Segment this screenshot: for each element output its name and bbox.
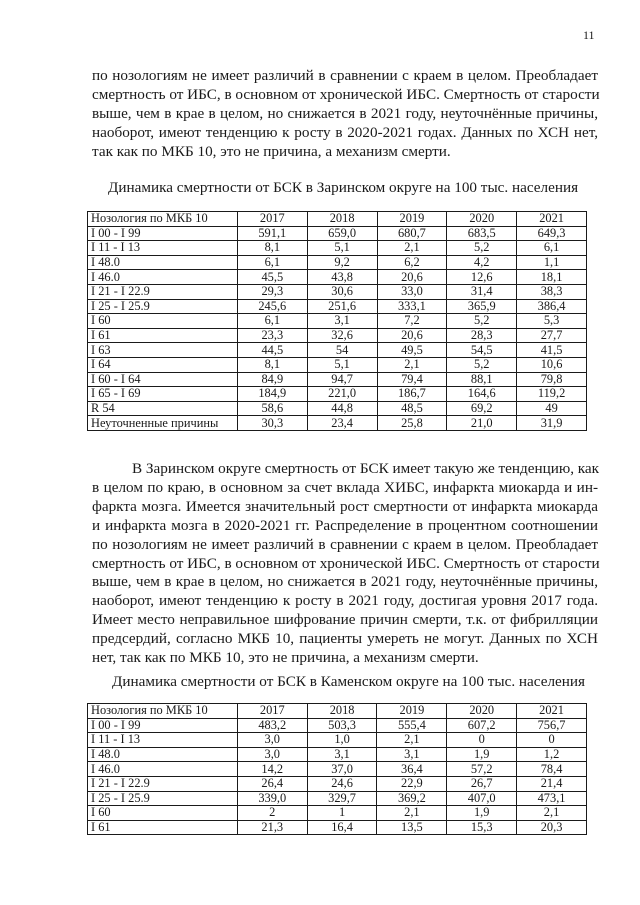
table-row xyxy=(88,791,587,806)
value-cell: 1,1 xyxy=(517,255,587,270)
table-kamensky xyxy=(87,703,587,835)
value-cell: 329,7 xyxy=(307,791,377,806)
value-cell: 7,2 xyxy=(377,314,447,329)
table-zarinsky xyxy=(87,211,587,431)
text-line: в целом по краю, в основном за счет вклада ХИБС, инфаркта миокарда и ин- xyxy=(92,478,598,496)
value-cell: 9,2 xyxy=(307,255,377,270)
value-cell: 1,0 xyxy=(307,733,377,748)
value-cell: 79,4 xyxy=(377,372,447,387)
value-cell: 483,2 xyxy=(237,718,307,733)
value-cell: 680,7 xyxy=(377,226,447,241)
value-cell: 30,3 xyxy=(237,416,307,431)
table-row xyxy=(88,343,587,358)
table-row xyxy=(88,387,587,402)
paragraph-middle xyxy=(92,460,598,668)
value-cell: 10,6 xyxy=(517,357,587,372)
value-cell: 88,1 xyxy=(447,372,517,387)
table-row xyxy=(88,762,587,777)
table-row xyxy=(88,372,587,387)
text-line: так как по МКБ 10, это не причина, а механизм смерти. xyxy=(92,142,451,160)
table-row xyxy=(88,776,587,791)
text-line: смертность от ИБС, в основном от хронической ИБС. Смертность от старости xyxy=(92,554,600,572)
table-row xyxy=(88,226,587,241)
column-header-year: 2017 xyxy=(237,704,307,719)
value-cell: 26,4 xyxy=(237,776,307,791)
value-cell: 369,2 xyxy=(377,791,447,806)
value-cell: 33,0 xyxy=(377,284,447,299)
value-cell: 5,2 xyxy=(447,241,517,256)
table-row xyxy=(88,299,587,314)
value-cell: 36,4 xyxy=(377,762,447,777)
row-label-cell: I 00 - I 99 xyxy=(88,226,238,241)
value-cell: 1 xyxy=(307,806,377,821)
value-cell: 0 xyxy=(447,733,517,748)
value-cell: 31,4 xyxy=(447,284,517,299)
value-cell: 21,4 xyxy=(517,776,587,791)
row-label-cell: I 64 xyxy=(88,357,238,372)
value-cell: 503,3 xyxy=(307,718,377,733)
value-cell: 4,2 xyxy=(447,255,517,270)
value-cell: 16,4 xyxy=(307,820,377,835)
row-label-cell: I 61 xyxy=(88,820,238,835)
table-row xyxy=(88,328,587,343)
column-header-year: 2021 xyxy=(517,704,587,719)
value-cell: 649,3 xyxy=(517,226,587,241)
text-line: наоборот, имеют тенденцию к росту в 2021 году, достигая уровня 2017 года. xyxy=(92,592,598,610)
value-cell: 20,6 xyxy=(377,328,447,343)
row-label-cell: Неуточненные причины xyxy=(88,416,238,431)
value-cell: 5,1 xyxy=(307,357,377,372)
value-cell: 1,9 xyxy=(447,747,517,762)
table2-caption: Динамика смертности от БСК в Каменском округе на 100 тыс. населения xyxy=(112,673,586,690)
value-cell: 6,1 xyxy=(237,255,307,270)
value-cell: 607,2 xyxy=(447,718,517,733)
column-header-year: 2021 xyxy=(517,212,587,227)
value-cell: 1,2 xyxy=(517,747,587,762)
value-cell: 48,5 xyxy=(377,401,447,416)
column-header-year: 2019 xyxy=(377,212,447,227)
text-line: смертность от ИБС, в основном от хронической ИБС. Смертность от старости xyxy=(92,85,600,103)
text-line: по нозологиям не имеет различий в сравнении с краем в целом. Преобладает xyxy=(92,535,598,553)
value-cell: 54,5 xyxy=(447,343,517,358)
value-cell: 0 xyxy=(517,733,587,748)
value-cell: 94,7 xyxy=(307,372,377,387)
value-cell: 2,1 xyxy=(377,357,447,372)
value-cell: 12,6 xyxy=(447,270,517,285)
value-cell: 6,1 xyxy=(517,241,587,256)
value-cell: 38,3 xyxy=(517,284,587,299)
value-cell: 20,6 xyxy=(377,270,447,285)
table-row xyxy=(88,401,587,416)
row-label-cell: I 21 - I 22.9 xyxy=(88,284,238,299)
table-row xyxy=(88,270,587,285)
value-cell: 41,5 xyxy=(517,343,587,358)
text-line: выше, чем в крае в целом, но снижается в 2021 году, неуточнённые причины, xyxy=(92,104,598,122)
value-cell: 8,1 xyxy=(237,357,307,372)
column-header-year: 2019 xyxy=(377,704,447,719)
value-cell: 22,9 xyxy=(377,776,447,791)
column-header-year: 2017 xyxy=(237,212,307,227)
value-cell: 27,7 xyxy=(517,328,587,343)
value-cell: 333,1 xyxy=(377,299,447,314)
value-cell: 13,5 xyxy=(377,820,447,835)
value-cell: 119,2 xyxy=(517,387,587,402)
text-line: выше, чем в крае в целом, но снижается в 2021 году, неуточнённые причины, xyxy=(92,573,598,591)
row-label-cell: I 00 - I 99 xyxy=(88,718,238,733)
table-row xyxy=(88,314,587,329)
table-row xyxy=(88,806,587,821)
value-cell: 756,7 xyxy=(517,718,587,733)
paragraph-top xyxy=(92,67,598,162)
value-cell: 45,5 xyxy=(237,270,307,285)
value-cell: 5,2 xyxy=(447,314,517,329)
row-label-cell: I 48.0 xyxy=(88,747,238,762)
table-row xyxy=(88,241,587,256)
row-label-cell: I 21 - I 22.9 xyxy=(88,776,238,791)
value-cell: 24,6 xyxy=(307,776,377,791)
row-label-cell: I 11 - I 13 xyxy=(88,733,238,748)
row-label-cell: I 65 - I 69 xyxy=(88,387,238,402)
value-cell: 591,1 xyxy=(237,226,307,241)
value-cell: 186,7 xyxy=(377,387,447,402)
value-cell: 473,1 xyxy=(517,791,587,806)
value-cell: 386,4 xyxy=(517,299,587,314)
table-row xyxy=(88,747,587,762)
table-row xyxy=(88,357,587,372)
column-header-year: 2020 xyxy=(447,704,517,719)
value-cell: 28,3 xyxy=(447,328,517,343)
value-cell: 221,0 xyxy=(307,387,377,402)
value-cell: 26,7 xyxy=(447,776,517,791)
value-cell: 78,4 xyxy=(517,762,587,777)
value-cell: 6,1 xyxy=(237,314,307,329)
value-cell: 5,1 xyxy=(307,241,377,256)
row-label-cell: I 46.0 xyxy=(88,762,238,777)
value-cell: 54 xyxy=(307,343,377,358)
value-cell: 407,0 xyxy=(447,791,517,806)
column-header-year: 2018 xyxy=(307,704,377,719)
column-header-year: 2020 xyxy=(447,212,517,227)
value-cell: 57,2 xyxy=(447,762,517,777)
value-cell: 164,6 xyxy=(447,387,517,402)
value-cell: 15,3 xyxy=(447,820,517,835)
value-cell: 58,6 xyxy=(237,401,307,416)
value-cell: 44,5 xyxy=(237,343,307,358)
value-cell: 365,9 xyxy=(447,299,517,314)
value-cell: 32,6 xyxy=(307,328,377,343)
row-label-cell: I 48.0 xyxy=(88,255,238,270)
row-label-cell: I 63 xyxy=(88,343,238,358)
row-label-cell: I 60 xyxy=(88,314,238,329)
row-label-cell: R 54 xyxy=(88,401,238,416)
table1-caption: Динамика смертности от БСК в Заринском округе на 100 тыс. населения xyxy=(108,179,579,196)
value-cell: 659,0 xyxy=(307,226,377,241)
row-label-cell: I 60 xyxy=(88,806,238,821)
value-cell: 21,3 xyxy=(237,820,307,835)
page-number: 11 xyxy=(583,28,595,42)
row-label-cell: I 60 - I 64 xyxy=(88,372,238,387)
table-row xyxy=(88,718,587,733)
value-cell: 49 xyxy=(517,401,587,416)
value-cell: 2 xyxy=(237,806,307,821)
value-cell: 245,6 xyxy=(237,299,307,314)
value-cell: 31,9 xyxy=(517,416,587,431)
value-cell: 43,8 xyxy=(307,270,377,285)
text-line: фаркта мозга. Имеется значительный рост смертности от инфаркта миокарда xyxy=(92,497,598,515)
value-cell: 3,0 xyxy=(237,733,307,748)
value-cell: 18,1 xyxy=(517,270,587,285)
value-cell: 84,9 xyxy=(237,372,307,387)
column-header-nosology: Нозология по МКБ 10 xyxy=(88,704,238,719)
value-cell: 3,1 xyxy=(307,314,377,329)
text-line: нет, так как по МКБ 10, это не причина, а механизм смерти. xyxy=(92,649,479,667)
value-cell: 339,0 xyxy=(237,791,307,806)
value-cell: 69,2 xyxy=(447,401,517,416)
text-line: по нозологиям не имеет различий в сравнении с краем в целом. Преобладает xyxy=(92,67,598,84)
value-cell: 2,1 xyxy=(377,733,447,748)
value-cell: 37,0 xyxy=(307,762,377,777)
value-cell: 23,4 xyxy=(307,416,377,431)
value-cell: 44,8 xyxy=(307,401,377,416)
value-cell: 2,1 xyxy=(517,806,587,821)
column-header-year: 2018 xyxy=(307,212,377,227)
row-label-cell: I 11 - I 13 xyxy=(88,241,238,256)
table-header-row xyxy=(88,212,587,227)
column-header-nosology: Нозология по МКБ 10 xyxy=(88,212,238,227)
table-row xyxy=(88,284,587,299)
table-row xyxy=(88,255,587,270)
value-cell: 184,9 xyxy=(237,387,307,402)
value-cell: 6,2 xyxy=(377,255,447,270)
text-line: Имеет место неправильное шифрование причин смерти, т.к. от фибрилляции xyxy=(92,611,598,629)
value-cell: 2,1 xyxy=(377,241,447,256)
table-row xyxy=(88,733,587,748)
value-cell: 21,0 xyxy=(447,416,517,431)
row-label-cell: I 61 xyxy=(88,328,238,343)
value-cell: 29,3 xyxy=(237,284,307,299)
value-cell: 79,8 xyxy=(517,372,587,387)
value-cell: 5,3 xyxy=(517,314,587,329)
text-line: и инфаркта мозга в 2020-2021 гг. Распределение в процентном соотношении xyxy=(92,516,598,534)
value-cell: 25,8 xyxy=(377,416,447,431)
text-line: предсердий, согласно МКБ 10, пациенты умереть не могут. Данных по ХСН xyxy=(92,630,598,648)
value-cell: 20,3 xyxy=(517,820,587,835)
value-cell: 23,3 xyxy=(237,328,307,343)
value-cell: 555,4 xyxy=(377,718,447,733)
row-label-cell: I 25 - I 25.9 xyxy=(88,299,238,314)
value-cell: 5,2 xyxy=(447,357,517,372)
value-cell: 14,2 xyxy=(237,762,307,777)
row-label-cell: I 46.0 xyxy=(88,270,238,285)
table-row xyxy=(88,820,587,835)
row-label-cell: I 25 - I 25.9 xyxy=(88,791,238,806)
table-header-row xyxy=(88,704,587,719)
text-line: В Заринском округе смертность от БСК имеет такую же тенденцию, как xyxy=(132,460,600,477)
text-line: наоборот, имеют тенденцию к росту в 2020-2021 годах. Данных по ХСН нет, xyxy=(92,123,598,141)
value-cell: 2,1 xyxy=(377,806,447,821)
value-cell: 8,1 xyxy=(237,241,307,256)
value-cell: 1,9 xyxy=(447,806,517,821)
value-cell: 683,5 xyxy=(447,226,517,241)
table-row xyxy=(88,416,587,431)
value-cell: 251,6 xyxy=(307,299,377,314)
value-cell: 3,0 xyxy=(237,747,307,762)
value-cell: 30,6 xyxy=(307,284,377,299)
value-cell: 49,5 xyxy=(377,343,447,358)
value-cell: 3,1 xyxy=(307,747,377,762)
value-cell: 3,1 xyxy=(377,747,447,762)
